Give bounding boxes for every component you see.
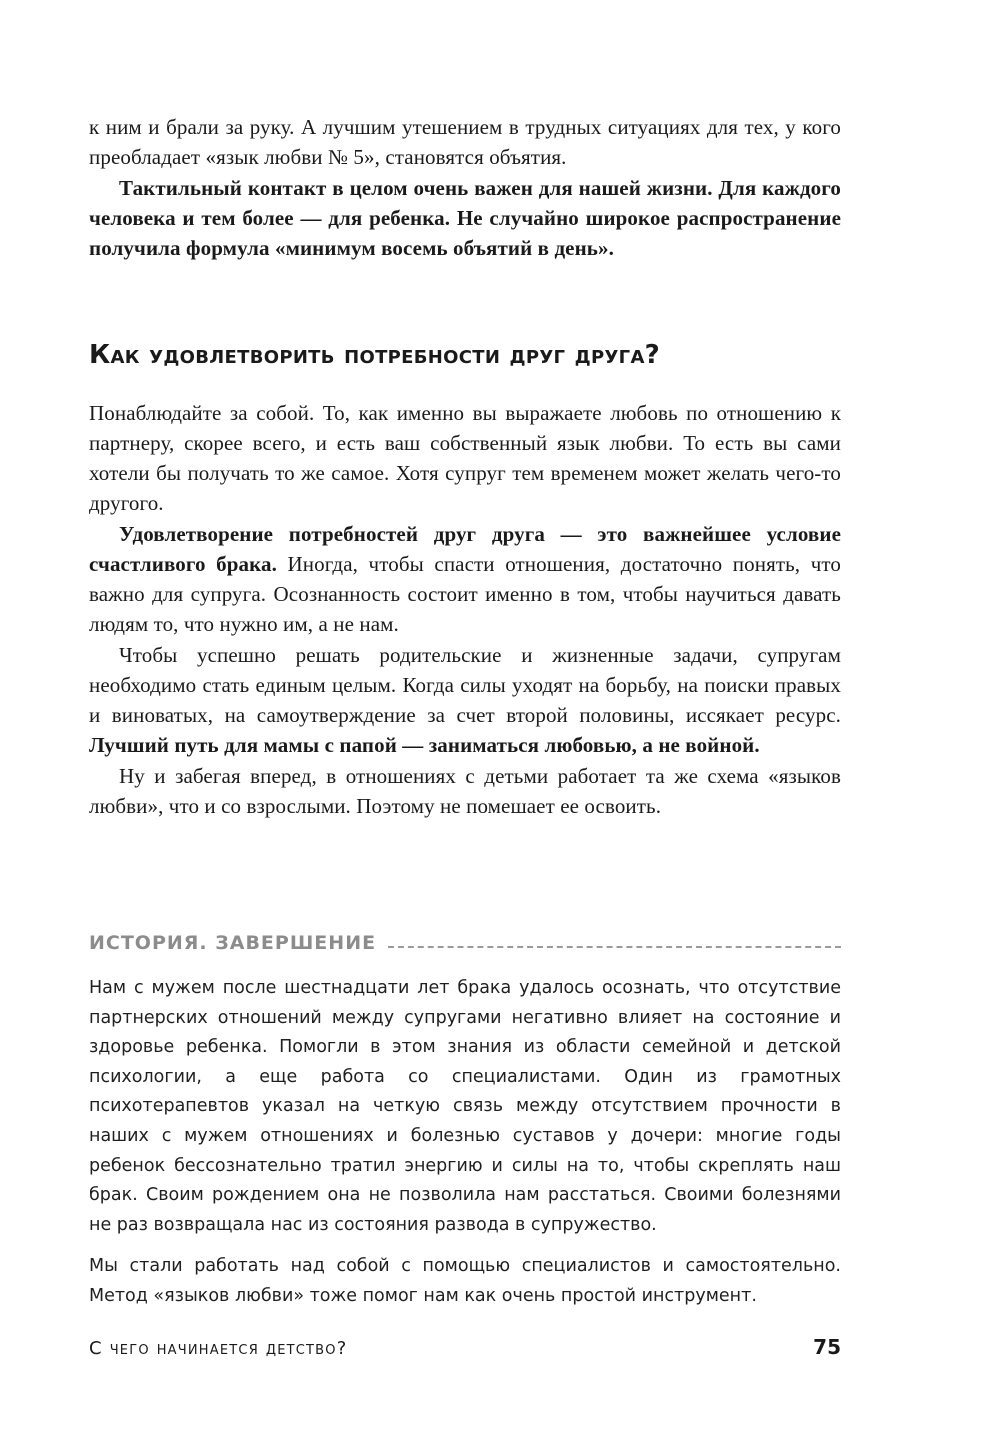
story-body: [89, 974, 841, 1312]
intro-paragraph: к ним и брали за руку. А лучшим утешением в трудных ситуациях для тех, у кого преобладает «язык любви № 5», становятся объятия.: [89, 115, 841, 169]
section-paragraph-2-bold: Удовлетворение потребностей друг друга — это важнейшее условие счастливого брака.: [89, 522, 841, 576]
intro-bold-paragraph: Тактильный контакт в целом очень важен для нашей жизни. Для каждого человека и тем более — для ребенка. Не случайно широкое распространение получила формула «минимум восемь объятий в день».: [89, 176, 841, 260]
section-paragraph-3-bold: Лучший путь для мамы с папой — заниматься любовью, а не войной.: [89, 733, 760, 757]
story-title: ИСТОРИЯ. ЗАВЕРШЕНИЕ: [89, 932, 377, 954]
section-body: [89, 398, 841, 821]
story-header: [89, 932, 841, 954]
page-footer: [89, 1335, 841, 1359]
section-paragraph-1: Понаблюдайте за собой. То, как именно вы выражаете любовь по отношению к партнеру, скорее всего, и есть ваш собственный язык любви. То есть вы сами хотели бы получать то же самое. Хотя супруг тем временем может желать чего-то другого.: [89, 401, 841, 515]
section-paragraph-3: [89, 640, 841, 760]
story-paragraph-1: Нам с мужем после шестнадцати лет брака удалось осознать, что отсутствие партнерских отношений между супругами негативно влияет на состояние и здоровье ребенка. Помогли в этом знания из области семейной и детской психологии, а еще работа со специалистами. Один из грамотных психотерапевтов указал на четкую связь между отсутствием прочности в наших с мужем отношениях и болезнью суставов у дочери: многие годы ребенок бессознательно тратил энергию и силы на то, чтобы скреплять наш брак. Своим рождением она не позволила нам расстаться. Своими болезнями не раз возвращала нас из состояния развода в супружество.: [89, 978, 841, 1235]
story-paragraph-2: Мы стали работать над собой с помощью специалистов и самостоятельно. Метод «языков любви» тоже помог нам как очень простой инструмент.: [89, 1256, 841, 1306]
section-paragraph-4: Ну и забегая вперед, в отношениях с детьми работает та же схема «языков любви», что и со взрослыми. Поэтому не помешает ее освоить.: [89, 764, 841, 818]
section-paragraph-3-text: Чтобы успешно решать родительские и жизненные задачи, супругам необходимо стать единым целым. Когда силы уходят на борьбу, на поиски правых и виноватых, на самоутверждение за счет второй половины, иссякает ресурс.: [89, 643, 841, 727]
page-number: 75: [813, 1335, 841, 1359]
running-title: С чего начинается детство?: [89, 1338, 348, 1359]
section-paragraph-2-text: Иногда, чтобы спасти отношения, достаточно понять, что важно для супруга. Осознанность состоит именно в том, чтобы научиться давать людям то, что нужно им, а не нам.: [89, 552, 841, 636]
section-heading: Как удовлетворить потребности друг друга?: [89, 340, 661, 370]
story-divider: [388, 946, 841, 948]
section-paragraph-2: [89, 519, 841, 639]
intro-block: [89, 112, 841, 263]
